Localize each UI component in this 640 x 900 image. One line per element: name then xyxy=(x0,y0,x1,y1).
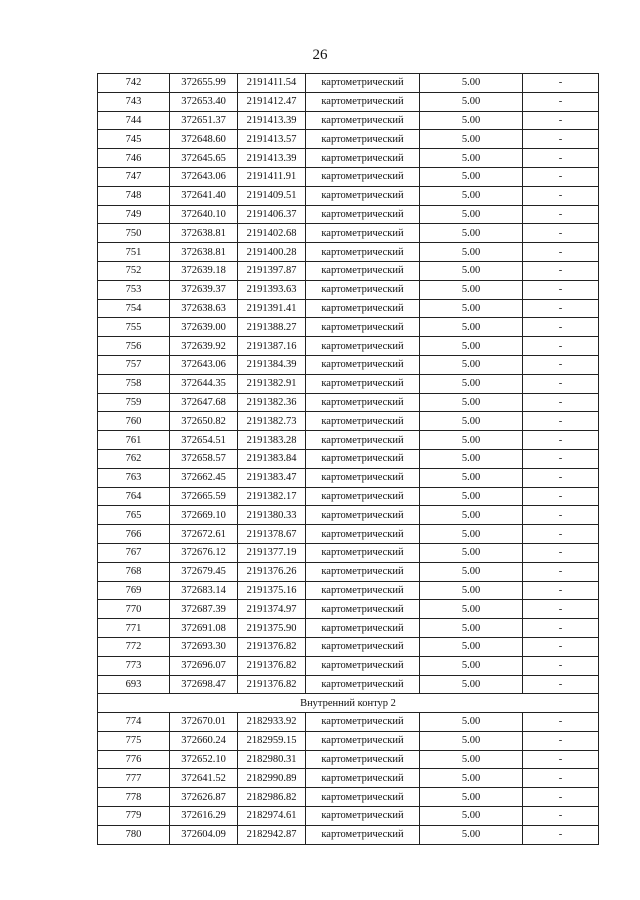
accuracy-cell: 5.00 xyxy=(420,825,523,844)
point-number-cell: 771 xyxy=(98,619,170,638)
method-cell: картометрический xyxy=(306,243,420,262)
method-cell: картометрический xyxy=(306,543,420,562)
table-row xyxy=(98,224,599,243)
note-cell: - xyxy=(523,788,599,807)
accuracy-cell: 5.00 xyxy=(420,656,523,675)
method-cell: картометрический xyxy=(306,205,420,224)
note-cell: - xyxy=(523,562,599,581)
table-row xyxy=(98,468,599,487)
table-row xyxy=(98,562,599,581)
table-row xyxy=(98,581,599,600)
point-number-cell: 756 xyxy=(98,337,170,356)
note-cell: - xyxy=(523,750,599,769)
x-coordinate-cell: 372660.24 xyxy=(170,731,238,750)
point-number-cell: 776 xyxy=(98,750,170,769)
x-coordinate-cell: 372638.63 xyxy=(170,299,238,318)
method-cell: картометрический xyxy=(306,186,420,205)
method-cell: картометрический xyxy=(306,619,420,638)
method-cell: картометрический xyxy=(306,74,420,93)
point-number-cell: 779 xyxy=(98,807,170,826)
x-coordinate-cell: 372643.06 xyxy=(170,355,238,374)
point-number-cell: 745 xyxy=(98,130,170,149)
point-number-cell: 759 xyxy=(98,393,170,412)
point-number-cell: 760 xyxy=(98,412,170,431)
x-coordinate-cell: 372639.18 xyxy=(170,261,238,280)
y-coordinate-cell: 2191380.33 xyxy=(238,506,306,525)
x-coordinate-cell: 372640.10 xyxy=(170,205,238,224)
point-number-cell: 765 xyxy=(98,506,170,525)
point-number-cell: 758 xyxy=(98,374,170,393)
accuracy-cell: 5.00 xyxy=(420,525,523,544)
y-coordinate-cell: 2191383.28 xyxy=(238,431,306,450)
accuracy-cell: 5.00 xyxy=(420,167,523,186)
y-coordinate-cell: 2191377.19 xyxy=(238,543,306,562)
note-cell: - xyxy=(523,243,599,262)
point-number-cell: 767 xyxy=(98,543,170,562)
y-coordinate-cell: 2191402.68 xyxy=(238,224,306,243)
accuracy-cell: 5.00 xyxy=(420,74,523,93)
x-coordinate-cell: 372641.40 xyxy=(170,186,238,205)
method-cell: картометрический xyxy=(306,731,420,750)
point-number-cell: 773 xyxy=(98,656,170,675)
y-coordinate-cell: 2191382.73 xyxy=(238,412,306,431)
section-title: Внутренний контур 2 xyxy=(98,694,599,713)
coordinates-table xyxy=(97,73,599,845)
point-number-cell: 768 xyxy=(98,562,170,581)
y-coordinate-cell: 2191388.27 xyxy=(238,318,306,337)
point-number-cell: 754 xyxy=(98,299,170,318)
method-cell: картометрический xyxy=(306,581,420,600)
note-cell: - xyxy=(523,167,599,186)
table-row xyxy=(98,318,599,337)
method-cell: картометрический xyxy=(306,449,420,468)
point-number-cell: 774 xyxy=(98,713,170,732)
x-coordinate-cell: 372639.00 xyxy=(170,318,238,337)
x-coordinate-cell: 372626.87 xyxy=(170,788,238,807)
x-coordinate-cell: 372687.39 xyxy=(170,600,238,619)
table-row xyxy=(98,750,599,769)
y-coordinate-cell: 2191376.82 xyxy=(238,637,306,656)
table-row xyxy=(98,656,599,675)
x-coordinate-cell: 372639.92 xyxy=(170,337,238,356)
table-row xyxy=(98,130,599,149)
table-row xyxy=(98,506,599,525)
y-coordinate-cell: 2191382.17 xyxy=(238,487,306,506)
point-number-cell: 778 xyxy=(98,788,170,807)
table-row xyxy=(98,543,599,562)
accuracy-cell: 5.00 xyxy=(420,318,523,337)
note-cell: - xyxy=(523,731,599,750)
y-coordinate-cell: 2191378.67 xyxy=(238,525,306,544)
point-number-cell: 744 xyxy=(98,111,170,130)
point-number-cell: 747 xyxy=(98,167,170,186)
point-number-cell: 749 xyxy=(98,205,170,224)
point-number-cell: 780 xyxy=(98,825,170,844)
point-number-cell: 772 xyxy=(98,637,170,656)
note-cell: - xyxy=(523,637,599,656)
accuracy-cell: 5.00 xyxy=(420,562,523,581)
table-row xyxy=(98,393,599,412)
point-number-cell: 693 xyxy=(98,675,170,694)
accuracy-cell: 5.00 xyxy=(420,337,523,356)
x-coordinate-cell: 372693.30 xyxy=(170,637,238,656)
note-cell: - xyxy=(523,374,599,393)
y-coordinate-cell: 2182980.31 xyxy=(238,750,306,769)
note-cell: - xyxy=(523,393,599,412)
method-cell: картометрический xyxy=(306,750,420,769)
coordinates-table-body xyxy=(98,74,599,845)
y-coordinate-cell: 2191400.28 xyxy=(238,243,306,262)
note-cell: - xyxy=(523,619,599,638)
method-cell: картометрический xyxy=(306,675,420,694)
method-cell: картометрический xyxy=(306,487,420,506)
x-coordinate-cell: 372604.09 xyxy=(170,825,238,844)
accuracy-cell: 5.00 xyxy=(420,149,523,168)
method-cell: картометрический xyxy=(306,769,420,788)
note-cell: - xyxy=(523,468,599,487)
point-number-cell: 746 xyxy=(98,149,170,168)
note-cell: - xyxy=(523,431,599,450)
accuracy-cell: 5.00 xyxy=(420,205,523,224)
x-coordinate-cell: 372662.45 xyxy=(170,468,238,487)
accuracy-cell: 5.00 xyxy=(420,111,523,130)
method-cell: картометрический xyxy=(306,656,420,675)
note-cell: - xyxy=(523,299,599,318)
table-row xyxy=(98,769,599,788)
accuracy-cell: 5.00 xyxy=(420,731,523,750)
note-cell: - xyxy=(523,337,599,356)
accuracy-cell: 5.00 xyxy=(420,487,523,506)
y-coordinate-cell: 2182959.15 xyxy=(238,731,306,750)
accuracy-cell: 5.00 xyxy=(420,299,523,318)
method-cell: картометрический xyxy=(306,525,420,544)
method-cell: картометрический xyxy=(306,825,420,844)
table-row xyxy=(98,412,599,431)
y-coordinate-cell: 2191375.16 xyxy=(238,581,306,600)
note-cell: - xyxy=(523,600,599,619)
point-number-cell: 769 xyxy=(98,581,170,600)
x-coordinate-cell: 372679.45 xyxy=(170,562,238,581)
table-row xyxy=(98,337,599,356)
table-row xyxy=(98,525,599,544)
point-number-cell: 762 xyxy=(98,449,170,468)
note-cell: - xyxy=(523,205,599,224)
point-number-cell: 764 xyxy=(98,487,170,506)
method-cell: картометрический xyxy=(306,261,420,280)
point-number-cell: 752 xyxy=(98,261,170,280)
x-coordinate-cell: 372672.61 xyxy=(170,525,238,544)
note-cell: - xyxy=(523,675,599,694)
method-cell: картометрический xyxy=(306,167,420,186)
accuracy-cell: 5.00 xyxy=(420,600,523,619)
accuracy-cell: 5.00 xyxy=(420,186,523,205)
accuracy-cell: 5.00 xyxy=(420,92,523,111)
accuracy-cell: 5.00 xyxy=(420,355,523,374)
method-cell: картометрический xyxy=(306,600,420,619)
table-row xyxy=(98,600,599,619)
accuracy-cell: 5.00 xyxy=(420,637,523,656)
x-coordinate-cell: 372647.68 xyxy=(170,393,238,412)
y-coordinate-cell: 2191384.39 xyxy=(238,355,306,374)
x-coordinate-cell: 372670.01 xyxy=(170,713,238,732)
table-row xyxy=(98,807,599,826)
x-coordinate-cell: 372655.99 xyxy=(170,74,238,93)
accuracy-cell: 5.00 xyxy=(420,449,523,468)
x-coordinate-cell: 372648.60 xyxy=(170,130,238,149)
accuracy-cell: 5.00 xyxy=(420,750,523,769)
table-row xyxy=(98,205,599,224)
accuracy-cell: 5.00 xyxy=(420,468,523,487)
page-number: 26 xyxy=(312,47,328,63)
accuracy-cell: 5.00 xyxy=(420,788,523,807)
point-number-cell: 742 xyxy=(98,74,170,93)
x-coordinate-cell: 372651.37 xyxy=(170,111,238,130)
method-cell: картометрический xyxy=(306,92,420,111)
x-coordinate-cell: 372643.06 xyxy=(170,167,238,186)
method-cell: картометрический xyxy=(306,788,420,807)
table-row xyxy=(98,675,599,694)
y-coordinate-cell: 2191413.39 xyxy=(238,111,306,130)
x-coordinate-cell: 372644.35 xyxy=(170,374,238,393)
y-coordinate-cell: 2191383.47 xyxy=(238,468,306,487)
table-row xyxy=(98,92,599,111)
point-number-cell: 750 xyxy=(98,224,170,243)
note-cell: - xyxy=(523,130,599,149)
note-cell: - xyxy=(523,74,599,93)
table-row xyxy=(98,825,599,844)
y-coordinate-cell: 2182933.92 xyxy=(238,713,306,732)
x-coordinate-cell: 372698.47 xyxy=(170,675,238,694)
point-number-cell: 775 xyxy=(98,731,170,750)
method-cell: картометрический xyxy=(306,224,420,243)
table-row xyxy=(98,149,599,168)
note-cell: - xyxy=(523,261,599,280)
accuracy-cell: 5.00 xyxy=(420,412,523,431)
y-coordinate-cell: 2191383.84 xyxy=(238,449,306,468)
y-coordinate-cell: 2191376.82 xyxy=(238,675,306,694)
point-number-cell: 766 xyxy=(98,525,170,544)
x-coordinate-cell: 372616.29 xyxy=(170,807,238,826)
note-cell: - xyxy=(523,825,599,844)
accuracy-cell: 5.00 xyxy=(420,581,523,600)
note-cell: - xyxy=(523,111,599,130)
method-cell: картометрический xyxy=(306,393,420,412)
y-coordinate-cell: 2191376.26 xyxy=(238,562,306,581)
method-cell: картометрический xyxy=(306,318,420,337)
method-cell: картометрический xyxy=(306,299,420,318)
note-cell: - xyxy=(523,449,599,468)
accuracy-cell: 5.00 xyxy=(420,374,523,393)
accuracy-cell: 5.00 xyxy=(420,619,523,638)
x-coordinate-cell: 372669.10 xyxy=(170,506,238,525)
note-cell: - xyxy=(523,280,599,299)
table-row xyxy=(98,487,599,506)
table-row xyxy=(98,619,599,638)
method-cell: картометрический xyxy=(306,562,420,581)
point-number-cell: 757 xyxy=(98,355,170,374)
x-coordinate-cell: 372696.07 xyxy=(170,656,238,675)
y-coordinate-cell: 2191409.51 xyxy=(238,186,306,205)
note-cell: - xyxy=(523,318,599,337)
y-coordinate-cell: 2182942.87 xyxy=(238,825,306,844)
note-cell: - xyxy=(523,807,599,826)
table-row xyxy=(98,261,599,280)
accuracy-cell: 5.00 xyxy=(420,807,523,826)
note-cell: - xyxy=(523,769,599,788)
note-cell: - xyxy=(523,92,599,111)
y-coordinate-cell: 2191391.41 xyxy=(238,299,306,318)
accuracy-cell: 5.00 xyxy=(420,506,523,525)
method-cell: картометрический xyxy=(306,412,420,431)
accuracy-cell: 5.00 xyxy=(420,130,523,149)
y-coordinate-cell: 2191412.47 xyxy=(238,92,306,111)
y-coordinate-cell: 2191411.54 xyxy=(238,74,306,93)
y-coordinate-cell: 2191387.16 xyxy=(238,337,306,356)
y-coordinate-cell: 2182986.82 xyxy=(238,788,306,807)
x-coordinate-cell: 372683.14 xyxy=(170,581,238,600)
y-coordinate-cell: 2191411.91 xyxy=(238,167,306,186)
table-row xyxy=(98,167,599,186)
point-number-cell: 751 xyxy=(98,243,170,262)
x-coordinate-cell: 372638.81 xyxy=(170,243,238,262)
table-row xyxy=(98,74,599,93)
table-row xyxy=(98,374,599,393)
table-row xyxy=(98,731,599,750)
x-coordinate-cell: 372652.10 xyxy=(170,750,238,769)
y-coordinate-cell: 2191406.37 xyxy=(238,205,306,224)
accuracy-cell: 5.00 xyxy=(420,280,523,299)
x-coordinate-cell: 372639.37 xyxy=(170,280,238,299)
y-coordinate-cell: 2191393.63 xyxy=(238,280,306,299)
note-cell: - xyxy=(523,186,599,205)
note-cell: - xyxy=(523,525,599,544)
y-coordinate-cell: 2182990.89 xyxy=(238,769,306,788)
accuracy-cell: 5.00 xyxy=(420,243,523,262)
method-cell: картометрический xyxy=(306,374,420,393)
note-cell: - xyxy=(523,412,599,431)
method-cell: картометрический xyxy=(306,713,420,732)
point-number-cell: 770 xyxy=(98,600,170,619)
note-cell: - xyxy=(523,355,599,374)
y-coordinate-cell: 2191413.57 xyxy=(238,130,306,149)
y-coordinate-cell: 2191374.97 xyxy=(238,600,306,619)
table-row xyxy=(98,299,599,318)
accuracy-cell: 5.00 xyxy=(420,543,523,562)
y-coordinate-cell: 2191397.87 xyxy=(238,261,306,280)
note-cell: - xyxy=(523,581,599,600)
x-coordinate-cell: 372691.08 xyxy=(170,619,238,638)
x-coordinate-cell: 372676.12 xyxy=(170,543,238,562)
point-number-cell: 753 xyxy=(98,280,170,299)
accuracy-cell: 5.00 xyxy=(420,224,523,243)
point-number-cell: 743 xyxy=(98,92,170,111)
point-number-cell: 755 xyxy=(98,318,170,337)
x-coordinate-cell: 372658.57 xyxy=(170,449,238,468)
point-number-cell: 777 xyxy=(98,769,170,788)
x-coordinate-cell: 372641.52 xyxy=(170,769,238,788)
point-number-cell: 761 xyxy=(98,431,170,450)
point-number-cell: 748 xyxy=(98,186,170,205)
table-row xyxy=(98,788,599,807)
y-coordinate-cell: 2191413.39 xyxy=(238,149,306,168)
y-coordinate-cell: 2191375.90 xyxy=(238,619,306,638)
section-row xyxy=(98,694,599,713)
table-row xyxy=(98,355,599,374)
note-cell: - xyxy=(523,543,599,562)
note-cell: - xyxy=(523,149,599,168)
method-cell: картометрический xyxy=(306,506,420,525)
y-coordinate-cell: 2191376.82 xyxy=(238,656,306,675)
table-row xyxy=(98,243,599,262)
method-cell: картометрический xyxy=(306,637,420,656)
table-row xyxy=(98,431,599,450)
x-coordinate-cell: 372654.51 xyxy=(170,431,238,450)
table-row xyxy=(98,449,599,468)
x-coordinate-cell: 372645.65 xyxy=(170,149,238,168)
method-cell: картометрический xyxy=(306,130,420,149)
x-coordinate-cell: 372650.82 xyxy=(170,412,238,431)
note-cell: - xyxy=(523,656,599,675)
note-cell: - xyxy=(523,713,599,732)
table-row xyxy=(98,186,599,205)
accuracy-cell: 5.00 xyxy=(420,675,523,694)
method-cell: картометрический xyxy=(306,431,420,450)
point-number-cell: 763 xyxy=(98,468,170,487)
method-cell: картометрический xyxy=(306,468,420,487)
accuracy-cell: 5.00 xyxy=(420,393,523,412)
x-coordinate-cell: 372638.81 xyxy=(170,224,238,243)
method-cell: картометрический xyxy=(306,149,420,168)
y-coordinate-cell: 2182974.61 xyxy=(238,807,306,826)
method-cell: картометрический xyxy=(306,111,420,130)
method-cell: картометрический xyxy=(306,807,420,826)
x-coordinate-cell: 372665.59 xyxy=(170,487,238,506)
method-cell: картометрический xyxy=(306,355,420,374)
table-row xyxy=(98,280,599,299)
x-coordinate-cell: 372653.40 xyxy=(170,92,238,111)
method-cell: картометрический xyxy=(306,337,420,356)
table-row xyxy=(98,111,599,130)
accuracy-cell: 5.00 xyxy=(420,261,523,280)
method-cell: картометрический xyxy=(306,280,420,299)
accuracy-cell: 5.00 xyxy=(420,769,523,788)
accuracy-cell: 5.00 xyxy=(420,431,523,450)
note-cell: - xyxy=(523,506,599,525)
note-cell: - xyxy=(523,487,599,506)
table-row xyxy=(98,713,599,732)
y-coordinate-cell: 2191382.36 xyxy=(238,393,306,412)
note-cell: - xyxy=(523,224,599,243)
y-coordinate-cell: 2191382.91 xyxy=(238,374,306,393)
table-row xyxy=(98,637,599,656)
accuracy-cell: 5.00 xyxy=(420,713,523,732)
